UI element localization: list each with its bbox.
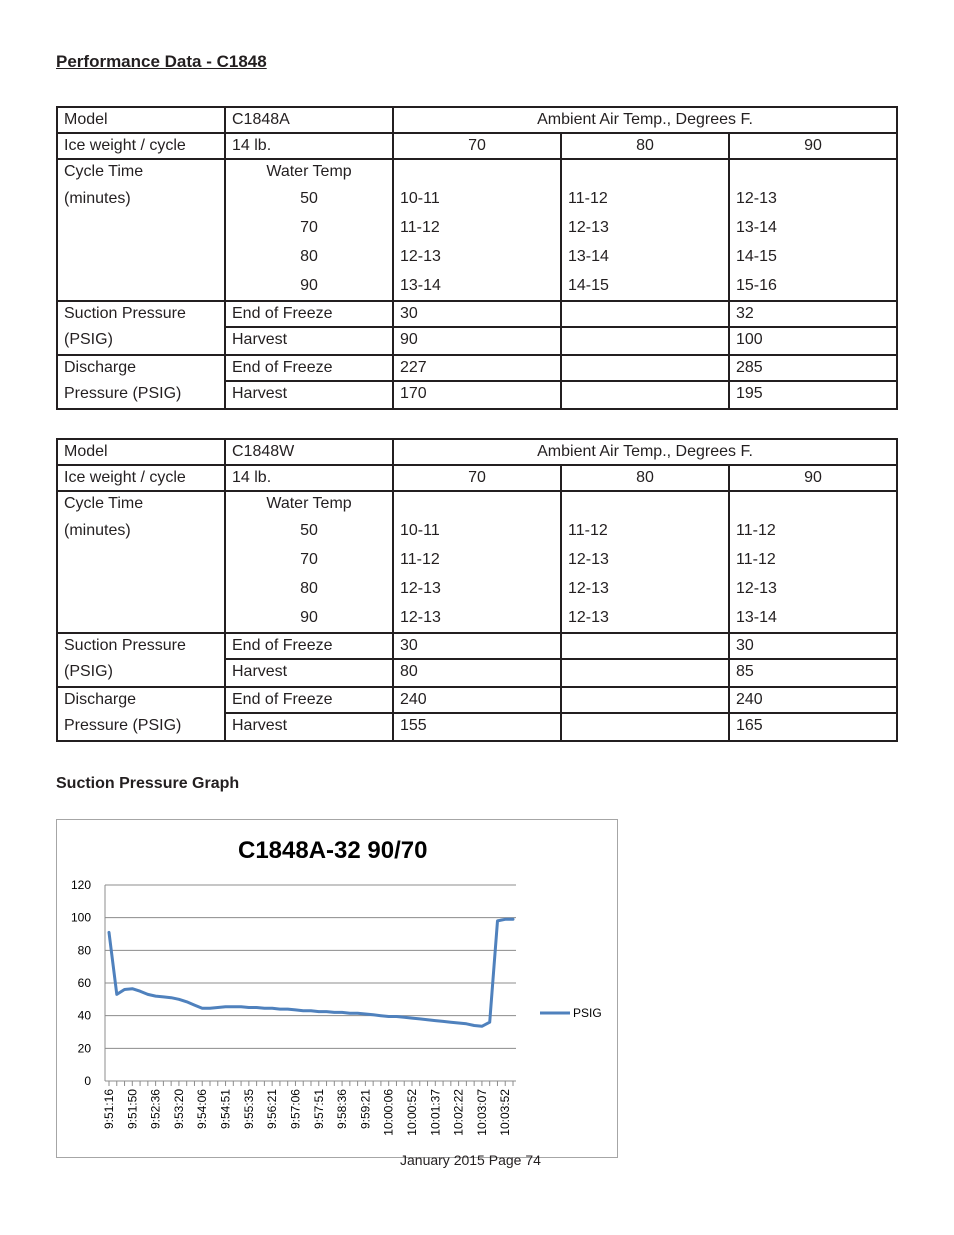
cycle-time-value: 12-13: [568, 219, 609, 236]
suction-unit: (PSIG): [64, 331, 113, 348]
water-temp-50: 50: [300, 190, 318, 207]
cycle-time-value: 10-11: [400, 522, 440, 539]
suction-label: Suction Pressure: [64, 305, 186, 322]
legend: [540, 1006, 602, 1020]
model-label: Model: [57, 107, 225, 133]
cycle-times-90: [729, 159, 897, 301]
ambient-temp-80: 80: [561, 133, 729, 159]
ice-weight-value: 14 lb.: [225, 465, 393, 491]
cycle-times-80: [561, 159, 729, 301]
y-tick-label: 60: [77, 976, 91, 990]
harvest-label: Harvest: [225, 713, 393, 741]
cycle-time-value: 13-14: [568, 248, 609, 265]
x-tick-label: 10:01:37: [428, 1089, 443, 1136]
discharge-harvest-70: 170: [393, 381, 561, 409]
suction-eof-90: 32: [729, 301, 897, 327]
x-tick-label: 10:00:52: [405, 1089, 419, 1136]
cycle-time-value: 13-14: [736, 609, 777, 626]
model-label: Model: [57, 439, 225, 465]
cycle-time-value: 12-13: [736, 580, 777, 597]
ambient-header: Ambient Air Temp., Degrees F.: [393, 107, 897, 133]
x-tick-label: 9:57:06: [288, 1089, 303, 1130]
discharge-label-cell: [57, 687, 225, 741]
cycle-times-80: [561, 491, 729, 633]
suction-pressure-chart: [56, 819, 618, 1158]
ice-weight-label: Ice weight / cycle: [57, 133, 225, 159]
discharge-harvest-80: [561, 381, 729, 409]
suction-harvest-90: 85: [729, 659, 897, 687]
cycle-time-value: 11-12: [568, 190, 608, 207]
cycle-time-value: 13-14: [736, 219, 777, 236]
x-tick-label: 9:51:50: [125, 1089, 140, 1130]
y-tick-label: 20: [77, 1041, 91, 1056]
water-temp-80: 80: [300, 580, 318, 597]
x-tick-label: 9:52:36: [148, 1089, 163, 1130]
harvest-label: Harvest: [225, 381, 393, 409]
discharge-eof-80: [561, 355, 729, 381]
y-tick-label: 100: [70, 910, 91, 925]
discharge-label: Discharge: [64, 359, 137, 376]
water-temp-90: 90: [300, 277, 318, 294]
suction-label-cell: [57, 633, 225, 687]
x-tick-label: 9:53:20: [171, 1089, 186, 1130]
model-value: C1848A: [225, 107, 393, 133]
cycle-time-unit: (minutes): [64, 522, 131, 539]
discharge-harvest-90: 195: [729, 381, 897, 409]
ambient-temp-80: 80: [561, 465, 729, 491]
x-tick-label: 9:58:36: [335, 1089, 350, 1130]
series-layer: [109, 919, 513, 1026]
cycle-time-label-cell: [57, 491, 225, 633]
ambient-header: Ambient Air Temp., Degrees F.: [393, 439, 897, 465]
discharge-eof-70: 227: [393, 355, 561, 381]
x-tick-label: 9:59:21: [358, 1089, 373, 1130]
cycle-time-value: 12-13: [400, 609, 441, 626]
cycle-times-90: [729, 491, 897, 633]
cycle-time-value: 12-13: [568, 580, 609, 597]
cycle-time-label: Cycle Time: [64, 163, 144, 180]
cycle-time-value: 12-13: [400, 248, 441, 265]
cycle-time-value: 15-16: [736, 277, 777, 294]
water-temp-50: 50: [300, 522, 318, 539]
cycle-time-value: 12-13: [568, 609, 609, 626]
suction-harvest-80: [561, 327, 729, 355]
discharge-unit: Pressure (PSIG): [64, 385, 182, 402]
discharge-eof-80: [561, 687, 729, 713]
cycle-time-value: 14-15: [568, 277, 609, 294]
ambient-temp-70: 70: [393, 133, 561, 159]
graph-heading: Suction Pressure Graph: [56, 775, 240, 792]
discharge-eof-90: 285: [729, 355, 897, 381]
performance-table-w: [56, 438, 898, 742]
discharge-label: Discharge: [64, 691, 137, 708]
cycle-time-value: 13-14: [400, 277, 441, 294]
legend-label: PSIG: [573, 1006, 602, 1020]
performance-table-a: [56, 106, 898, 410]
cycle-time-value: 11-12: [568, 522, 608, 539]
water-temp-cell: [225, 491, 393, 633]
x-tick-label: 10:03:07: [474, 1089, 489, 1136]
cycle-time-value: 10-11: [400, 190, 440, 207]
harvest-label: Harvest: [225, 659, 393, 687]
page-footer: January 2015 Page 74: [400, 1152, 541, 1168]
suction-label: Suction Pressure: [64, 637, 186, 654]
cycle-time-value: 12-13: [400, 580, 441, 597]
y-tick-label: 80: [77, 943, 91, 958]
ice-weight-value: 14 lb.: [225, 133, 393, 159]
cycle-time-value: 14-15: [736, 248, 777, 265]
x-tick-label: 10:02:22: [451, 1089, 466, 1136]
end-of-freeze-label: End of Freeze: [225, 687, 393, 713]
cycle-times-70: [393, 159, 561, 301]
end-of-freeze-label: End of Freeze: [225, 355, 393, 381]
end-of-freeze-label: End of Freeze: [225, 633, 393, 659]
end-of-freeze-label: End of Freeze: [225, 301, 393, 327]
model-value: C1848W: [225, 439, 393, 465]
water-temp-70: 70: [300, 219, 318, 236]
discharge-harvest-90: 165: [729, 713, 897, 741]
water-temp-70: 70: [300, 551, 318, 568]
discharge-label-cell: [57, 355, 225, 409]
suction-eof-70: 30: [393, 301, 561, 327]
suction-eof-80: [561, 301, 729, 327]
suction-eof-90: 30: [729, 633, 897, 659]
discharge-eof-90: 240: [729, 687, 897, 713]
harvest-label: Harvest: [225, 327, 393, 355]
discharge-unit: Pressure (PSIG): [64, 717, 182, 734]
x-tick-label: 9:54:06: [195, 1089, 210, 1130]
y-tick-label: 120: [70, 878, 91, 892]
suction-harvest-70: 90: [393, 327, 561, 355]
cycle-time-value: 11-12: [736, 522, 776, 539]
axes: [71, 878, 516, 1136]
suction-harvest-70: 80: [393, 659, 561, 687]
water-temp-80: 80: [300, 248, 318, 265]
water-temp-cell: [225, 159, 393, 301]
suction-unit: (PSIG): [64, 663, 113, 680]
x-tick-label: 9:55:35: [241, 1089, 256, 1130]
water-temp-90: 90: [300, 609, 318, 626]
chart-title: C1848A-32 90/70: [238, 837, 428, 864]
x-tick-label: 10:00:06: [381, 1089, 396, 1136]
cycle-time-label: Cycle Time: [64, 495, 144, 512]
suction-harvest-90: 100: [729, 327, 897, 355]
discharge-harvest-70: 155: [393, 713, 561, 741]
discharge-eof-70: 240: [393, 687, 561, 713]
ambient-temp-70: 70: [393, 465, 561, 491]
ambient-temp-90: 90: [729, 133, 897, 159]
cycle-time-value: 11-12: [736, 551, 776, 568]
cycle-time-value: 12-13: [736, 190, 777, 207]
cycle-time-value: 11-12: [400, 551, 440, 568]
cycle-time-label-cell: [57, 159, 225, 301]
ambient-temp-90: 90: [729, 465, 897, 491]
suction-eof-80: [561, 633, 729, 659]
ice-weight-label: Ice weight / cycle: [57, 465, 225, 491]
series-line-psig: [109, 919, 513, 1026]
x-tick-label: 9:51:16: [102, 1089, 116, 1130]
cycle-time-value: 12-13: [568, 551, 609, 568]
suction-eof-70: 30: [393, 633, 561, 659]
x-tick-label: 9:54:51: [218, 1089, 233, 1130]
x-tick-label: 9:56:21: [265, 1089, 280, 1130]
y-tick-label: 0: [84, 1074, 91, 1088]
y-tick-label: 40: [77, 1008, 91, 1023]
chart-svg: [57, 820, 617, 1157]
cycle-time-value: 11-12: [400, 219, 440, 236]
suction-harvest-80: [561, 659, 729, 687]
cycle-time-unit: (minutes): [64, 190, 131, 207]
suction-label-cell: [57, 301, 225, 355]
x-tick-label: 10:03:52: [498, 1089, 513, 1136]
page-title: Performance Data - C1848: [56, 52, 267, 71]
discharge-harvest-80: [561, 713, 729, 741]
x-tick-label: 9:57:51: [311, 1089, 326, 1130]
water-temp-label: Water Temp: [266, 163, 352, 180]
cycle-times-70: [393, 491, 561, 633]
water-temp-label: Water Temp: [266, 495, 352, 512]
